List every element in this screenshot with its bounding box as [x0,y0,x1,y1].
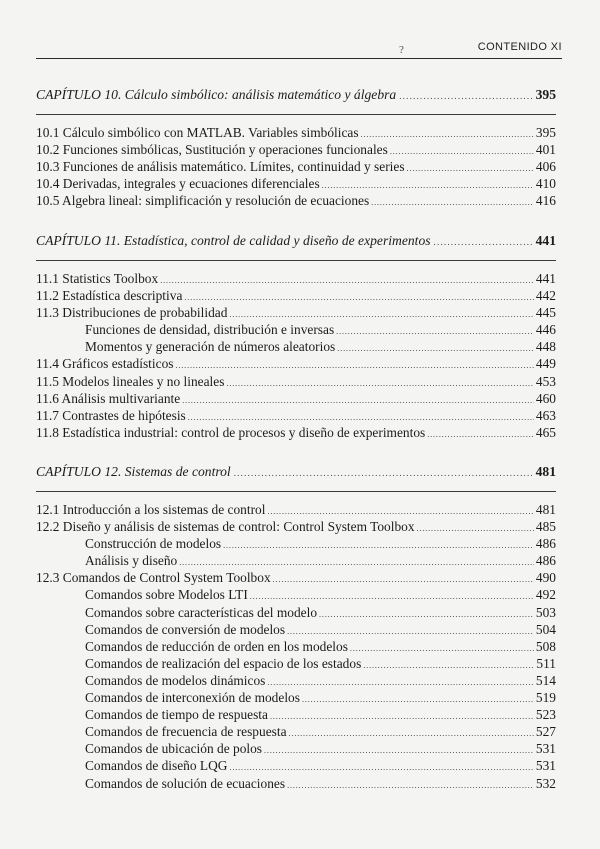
entry-page: 441 [535,271,556,286]
entry-page: 481 [535,502,556,517]
toc-subentry [36,758,556,775]
toc-subentry [36,656,556,673]
entry-page: 504 [535,621,556,637]
dot-leader [302,695,534,704]
entry-page: 448 [535,339,556,355]
entry-page: 442 [535,288,556,304]
toc-subentry [36,322,556,339]
toc-subentry [36,536,556,553]
entry-page: 463 [535,407,556,423]
dot-leader [234,468,533,478]
entry-label: 10.4 Derivadas, integrales y ecuaciones diferenciales [36,176,320,192]
dot-leader [337,344,534,353]
entry-page: 406 [535,159,556,175]
entry-label: 11.6 Análisis multivariante [36,390,181,406]
toc-subentry [36,639,556,656]
dot-leader [223,541,534,550]
toc-entry [36,288,556,305]
toc-subentry [36,622,556,639]
toc-entry [36,425,556,442]
chapter-page: 395 [535,87,556,102]
entry-page: 449 [535,356,556,372]
entry-label: 10.5 Algebra lineal: simplificación y resolución de ecuaciones [36,193,370,209]
entry-page: 492 [535,587,556,603]
toc-entry [36,142,556,159]
entry-page: 453 [535,373,556,389]
toc-subentry [36,690,556,707]
dot-leader [287,781,534,790]
entry-page: 508 [535,638,556,654]
dot-leader [407,164,534,173]
entry-label: 11.4 Gráficos estadísticos [36,356,174,372]
entry-label: 12.3 Comandos de Control System Toolbox [36,570,271,586]
entry-label: Comandos de ubicación de polos [85,741,263,757]
dot-leader [390,147,534,156]
entry-label: 10.3 Funciones de análisis matemático. Límites, continuidad y series [36,159,405,175]
dot-leader [273,575,534,584]
entry-page: 465 [535,424,556,440]
dot-leader [250,592,534,601]
toc-entry [36,176,556,193]
dot-leader [226,379,533,388]
entry-label: 12.2 Diseño y análisis de sistemas de control: Control System Toolbox [36,519,415,535]
entry-page: 401 [535,142,556,158]
dot-leader [399,91,532,101]
dot-leader [160,276,534,285]
toc-subentry [36,724,556,741]
toc-subentry [36,339,556,356]
dot-leader [322,181,534,190]
chapter-title: CAPÍTULO 12. Sistemas de control [36,464,231,479]
dot-leader [371,198,534,207]
entry-page: 485 [535,519,556,535]
entry-label: 11.1 Statistics Toolbox [36,271,159,286]
chapter-11-entries [36,271,556,442]
entry-label: 10.1 Cálculo simbólico con MATLAB. Variables simbólicas [36,125,359,140]
dot-leader [267,507,533,516]
header-mark: ? [399,44,404,56]
entry-label: 10.2 Funciones simbólicas, Sustitución y operaciones funcionales [36,142,388,158]
dot-leader [350,644,534,653]
dot-leader [270,712,534,721]
dot-leader [175,361,533,370]
entry-page: 503 [535,604,556,620]
running-header [36,38,562,59]
entry-page: 519 [535,690,556,706]
toc-entry [36,125,556,142]
chapter-title: CAPÍTULO 11. Estadística, control de calidad y diseño de experimentos [36,233,431,248]
entry-page: 514 [535,672,556,688]
entry-page: 460 [535,390,556,406]
dot-leader [363,661,534,670]
entry-page: 532 [535,775,556,791]
toc-entry [36,408,556,425]
toc-subentry [36,605,556,622]
toc-entry [36,159,556,176]
entry-label: Comandos de reducción de orden en los modelos [85,638,348,654]
chapter-page: 481 [535,464,556,479]
entry-label: Comandos de diseño LQG [85,758,228,774]
chapter-12-heading [36,464,556,492]
dot-leader [319,610,534,619]
entry-page: 490 [535,570,556,586]
toc-entry [36,502,556,519]
entry-label: Comandos de solución de ecuaciones [85,775,286,791]
entry-page: 416 [535,193,556,209]
chapter-10-entries [36,125,556,210]
entry-label: Comandos de conversión de modelos [85,621,286,637]
entry-label: Comandos sobre Modelos LTI [85,587,248,603]
dot-leader [188,413,534,422]
toc-subentry [36,741,556,758]
toc-entry [36,374,556,391]
entry-page: 486 [535,553,556,569]
dot-leader [289,729,534,738]
entry-label: Comandos de interconexión de modelos [85,690,300,706]
entry-page: 395 [535,125,556,140]
entry-page: 511 [536,655,556,671]
toc-entry [36,570,556,587]
entry-label: Momentos y generación de números aleatorios [85,339,336,355]
chapter-title: CAPÍTULO 10. Cálculo simbólico: análisis matemático y álgebra [36,87,397,102]
entry-page: 531 [535,758,556,774]
entry-label: Comandos de realización del espacio de los estados [85,655,362,671]
toc-subentry [36,673,556,690]
entry-label: Comandos de tiempo de respuesta [85,707,268,723]
entry-page: 445 [535,305,556,321]
dot-leader [229,310,534,319]
dot-leader [287,627,534,636]
toc-entry [36,391,556,408]
dot-leader [336,327,534,336]
entry-label: Funciones de densidad, distribución e inversas [85,322,335,338]
chapter-11-heading [36,233,556,261]
entry-label: Comandos sobre características del modelo [85,604,318,620]
toc-entry [36,271,556,288]
dot-leader [427,430,534,439]
dot-leader [229,763,533,772]
entry-page: 527 [535,724,556,740]
entry-label: 11.3 Distribuciones de probabilidad [36,305,228,321]
entry-label: 11.5 Modelos lineales y no lineales [36,373,225,389]
dot-leader [361,130,534,139]
toc-subentry [36,587,556,604]
entry-page: 446 [535,322,556,338]
dot-leader [264,746,534,755]
entry-label: Comandos de modelos dinámicos [85,672,266,688]
entry-label: 11.7 Contrastes de hipótesis [36,407,186,423]
dot-leader [434,237,533,247]
dot-leader [179,558,534,567]
entry-label: 12.1 Introducción a los sistemas de control [36,502,266,517]
entry-label: Construcción de modelos [85,536,222,552]
toc-entry [36,193,556,210]
toc-entry [36,305,556,322]
dot-leader [184,293,534,302]
toc-entry [36,519,556,536]
dot-leader [417,524,534,533]
toc-entry [36,356,556,373]
entry-page: 531 [535,741,556,757]
entry-page: 410 [535,176,556,192]
chapter-12-entries [36,502,556,793]
entry-label: Comandos de frecuencia de respuesta [85,724,287,740]
entry-page: 486 [535,536,556,552]
dot-leader [182,396,534,405]
chapter-page: 441 [535,233,556,248]
entry-label: 11.8 Estadística industrial: control de procesos y diseño de experimentos [36,424,426,440]
header-title: CONTENIDO XI [477,41,562,53]
toc-subentry [36,776,556,793]
entry-label: 11.2 Estadística descriptiva [36,288,183,304]
toc-subentry [36,707,556,724]
toc-subentry [36,553,556,570]
entry-page: 523 [535,707,556,723]
chapter-10-heading [36,87,556,115]
dot-leader [267,678,534,687]
entry-label: Análisis y diseño [85,553,178,569]
